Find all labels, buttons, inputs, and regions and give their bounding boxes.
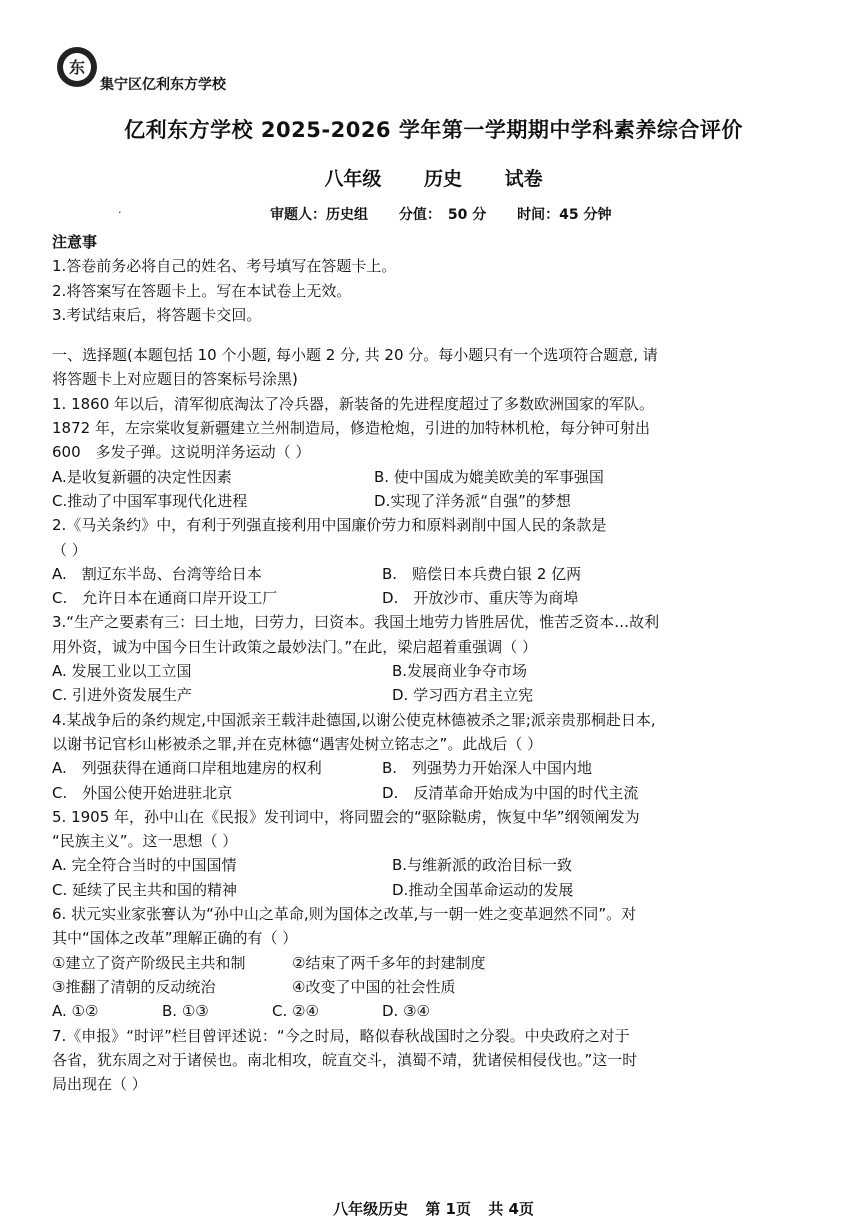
option-b: B. 列强势力开始深人中国内地 — [382, 759, 593, 778]
option-a: A. 割辽东半岛、台湾等给日本 — [52, 564, 262, 583]
option-row — [52, 659, 742, 683]
option-a: A. 列强获得在通商口岸租地建房的权利 — [52, 759, 322, 778]
subject-label: 历史 — [423, 168, 462, 190]
option-row — [52, 999, 742, 1023]
option-row — [52, 781, 742, 805]
exam-body — [52, 230, 742, 1096]
svg-text:东: 东 — [68, 58, 86, 77]
notice-item: 1.答卷前务必将自己的姓名、考号填写在答题卡上。 — [52, 257, 397, 276]
question-stem: 局出现在（ ） — [52, 1075, 147, 1094]
option-d: D. ③④ — [382, 1002, 430, 1021]
option-row — [52, 562, 742, 586]
question-stem: 1872 年，左宗棠收复新疆建立兰州制造局，修造枪炮，引进的加特林机枪，每分钟可射出 — [52, 419, 650, 438]
footer-total-pages: 共 4页 — [488, 1200, 534, 1218]
question-stem: 7.《申报》“时评”栏目曾评述说：“今之时局，略似春秋战国时之分裂。中央政府之对于 — [52, 1026, 630, 1045]
option-row — [52, 465, 742, 489]
statement-4: ④改变了中国的社会性质 — [292, 977, 456, 996]
exam-subtitle — [0, 164, 867, 191]
option-row — [52, 586, 742, 610]
option-c: C. ②④ — [272, 1002, 319, 1021]
question-stem: 3.“生产之要素有三：曰土地，曰劳力，曰资本。我国土地劳力皆胜居优，惟苦乏资本…故利 — [52, 613, 660, 632]
footer-page-number: 第 1页 — [425, 1200, 471, 1218]
scan-mark: · — [118, 206, 122, 219]
question-stem: （ ） — [52, 540, 87, 559]
question-stem: 1. 1860 年以后，清军彻底淘汰了冷兵器，新装备的先进程度超过了多数欧洲国家的军队。 — [52, 394, 655, 413]
notice-item: 2.将答案写在答题卡上。写在本试卷上无效。 — [52, 281, 352, 300]
option-b: B.发展商业争夺市场 — [392, 662, 528, 681]
statement-3: ③推翻了清朝的反动统治 — [52, 977, 216, 996]
option-b: B. 使中国成为媲美欧美的军事强国 — [374, 467, 604, 486]
option-c: C. 允许日本在通商口岸开设工厂 — [52, 589, 278, 608]
section-title: 一、选择题(本题包括 10 个小题, 每小题 2 分, 共 20 分。每小题只有一个选项符合题意, 请 — [52, 346, 658, 365]
option-d: D. 开放沙市、重庆等为商埠 — [382, 589, 579, 608]
reviewer-text: 审题人：历史组 — [270, 207, 368, 223]
score-text: 分值： 50 分 — [398, 207, 487, 223]
option-row — [52, 878, 742, 902]
option-c: C.推动了中国军事现代化进程 — [52, 491, 248, 510]
question-stem: 5. 1905 年，孙中山在《民报》发刊词中，将同盟会的“驱除鞑虏，恢复中华”纲领阐发为 — [52, 807, 640, 826]
option-a: A. ①② — [52, 1002, 99, 1021]
option-d: D. 学习西方君主立宪 — [392, 686, 534, 705]
option-d: D. 反清革命开始成为中国的时代主流 — [382, 783, 639, 802]
statement-2: ②结束了两千多年的封建制度 — [292, 953, 486, 972]
question-stem: 用外资，诚为中国今日生计政策之最妙法门。”在此，梁启超着重强调（ ） — [52, 637, 538, 656]
option-b: B. 赔偿日本兵费白银 2 亿两 — [382, 564, 582, 583]
question-stem: 4.某战争后的条约规定,中国派亲王载沣赴德国,以谢公使克林德被杀之罪;派亲贵那桐赴日本, — [52, 710, 656, 729]
exam-meta — [270, 204, 637, 224]
question-stem: 6. 状元实业家张謇认为“孙中山之革命,则为国体之改革,与一朝一姓之变革迥然不同”。对 — [52, 905, 637, 924]
question-stem: “民族主义”。这一思想（ ） — [52, 832, 238, 851]
school-name: 集宁区亿利东方学校 — [100, 77, 226, 93]
question-stem: 2.《马关条约》中，有利于列强直接利用中国廉价劳力和原料剥削中国人民的条款是 — [52, 516, 607, 535]
school-emblem-icon — [56, 46, 98, 88]
option-row — [52, 683, 742, 707]
option-c: C. 引进外资发展生产 — [52, 686, 193, 705]
option-d: D.推动全国革命运动的发展 — [392, 880, 574, 899]
option-a: A. 完全符合当时的中国国情 — [52, 856, 237, 875]
statement-row — [52, 951, 742, 975]
section-title: 将答题卡上对应题目的答案标号涂黑) — [52, 370, 298, 389]
option-b: B. ①③ — [162, 1002, 209, 1021]
exam-title: 亿利东方学校 2025-2026 学年第一学期期中学科素养综合评价 — [124, 118, 743, 142]
notice-item: 3.考试结束后，将答题卡交回。 — [52, 305, 262, 324]
option-c: C. 延续了民主共和国的精神 — [52, 880, 238, 899]
grade-label: 八年级 — [324, 168, 382, 190]
question-stem: 600 多发子弹。这说明洋务运动（ ） — [52, 443, 311, 462]
question-stem: 以谢书记官杉山彬被杀之罪,并在克林德“遇害处树立铭志之”。此战后（ ） — [52, 734, 543, 753]
page-footer — [0, 1198, 867, 1219]
statement-1: ①建立了资产阶级民主共和制 — [52, 953, 246, 972]
option-b: B.与维新派的政治目标一致 — [392, 856, 573, 875]
footer-subject: 八年级历史 — [333, 1200, 409, 1218]
time-text: 时间：45 分钟 — [517, 207, 612, 223]
statement-row — [52, 975, 742, 999]
option-row — [52, 489, 742, 513]
option-row — [52, 756, 742, 780]
option-a: A. 发展工业以工立国 — [52, 662, 192, 681]
question-stem: 各省，犹东周之对于诸侯也。南北相攻，皖直交斗，滇蜀不靖，犹诸侯相侵伐也。”这一时 — [52, 1050, 638, 1069]
option-a: A.是收复新疆的决定性因素 — [52, 467, 232, 486]
option-d: D.实现了洋务派“自强”的梦想 — [374, 491, 571, 510]
paper-kind-label: 试卷 — [504, 168, 543, 190]
option-c: C. 外国公使开始进驻北京 — [52, 783, 233, 802]
question-stem: 其中“国体之改革”理解正确的有（ ） — [52, 929, 298, 948]
option-row — [52, 853, 742, 877]
notice-title: 注意事 — [52, 233, 98, 251]
